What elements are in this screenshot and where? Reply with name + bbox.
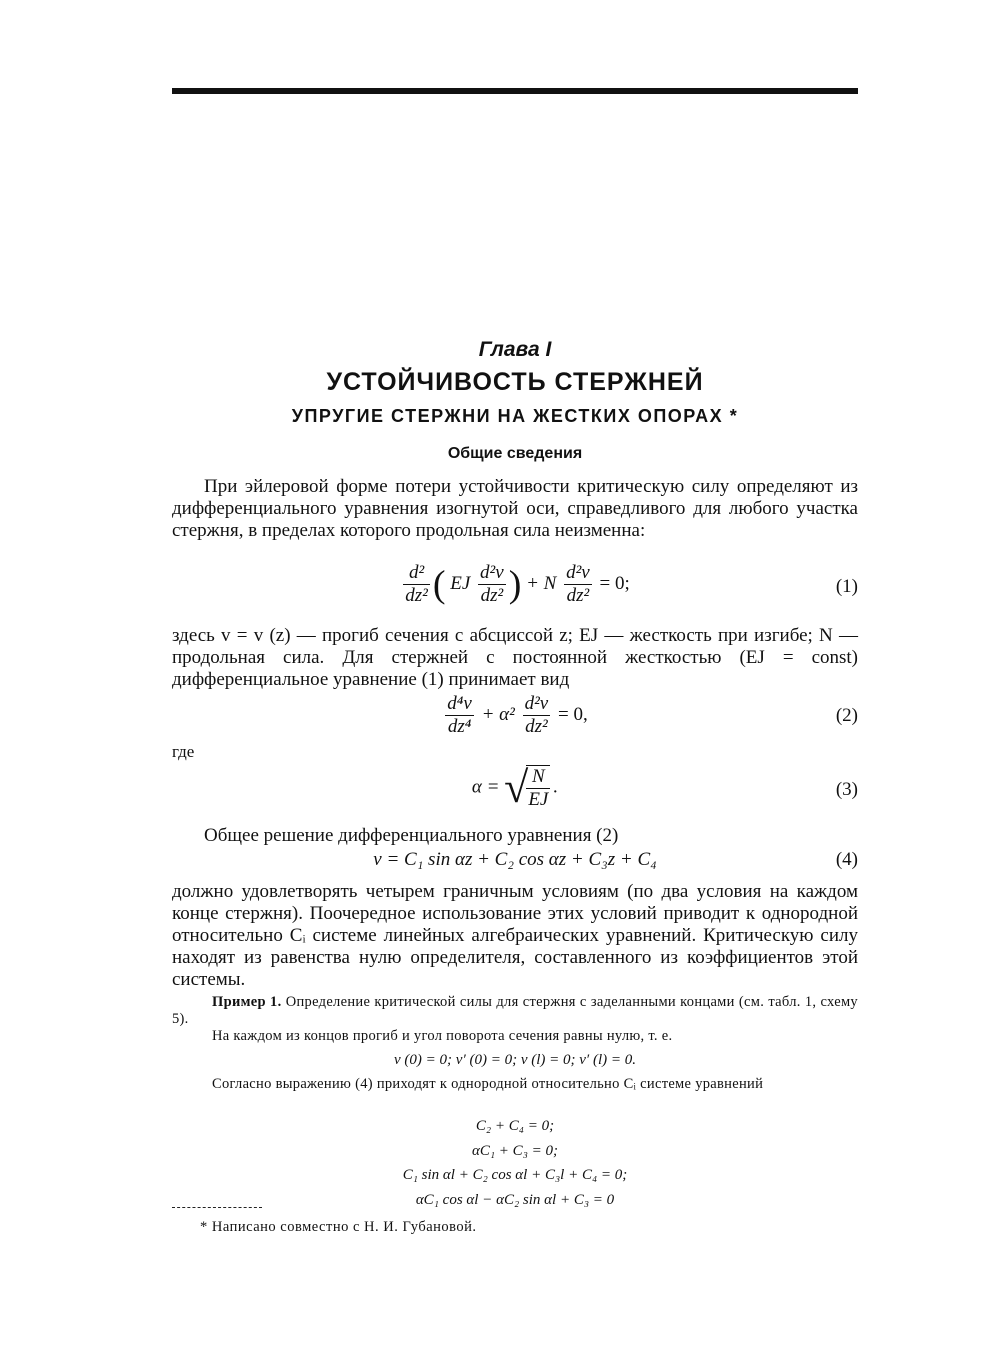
example-text: Определение критической силы для стержня с заделанными концами (см. табл. 1, схему 5). xyxy=(172,994,858,1027)
paragraph-intro: При эйлеровой форме потери устойчивости критическую силу определяют из дифференциального уравнения изогнутой оси, справедливого для любого участка стержня, в пределах которого продольная сила неизменна: xyxy=(172,476,858,541)
paragraph-definitions: здесь v = v (z) — прогиб сечения с абсциссой z; EJ — жесткость при изгибе; N — продольная сила. Для стержней с постоянной жесткостью (EJ = const) дифференциальное уравнение (1) принимает вид xyxy=(172,625,858,690)
paragraph-boundary-conditions: должно удовлетворять четырем граничным условиям (по два условия на каждом конце стержня). Поочередное использование этих условий приводит к однородной относительно Cᵢ системе линейных алгебраических уравнений. Критическую силу находят из равенства нулю определителя, составленного из коэффициентов этой системы. xyxy=(172,881,858,990)
term: v = C₁ sin αz + C₂ cos αz + C₃z + C₄ xyxy=(373,849,657,870)
system-equation: αC₁ cos αl − αC₂ sin αl + C₃ = 0 xyxy=(415,1191,615,1208)
chapter-title: УСТОЙЧИВОСТЬ СТЕРЖНЕЙ xyxy=(326,368,704,396)
numerator: d⁴v xyxy=(447,693,472,714)
equation-number: (2) xyxy=(835,705,858,726)
term: EJ xyxy=(450,572,471,594)
equation-1: $\frac{\text{d²}}{\text{dz²}}$ ( EJ $\frac{\text{d²v}}{\text{dz²}}$ ) + N $\frac{\text{d²v}}{\text{dz²}}$ = 0; (1) xyxy=(405,562,858,606)
equation-2 xyxy=(172,693,858,738)
denominator: dz² xyxy=(405,585,428,606)
system-equation: C₂ + C₄ = 0; xyxy=(475,1118,555,1134)
term: = 0; xyxy=(599,572,630,594)
term: + α² xyxy=(481,703,515,725)
denominator: EJ xyxy=(528,789,549,810)
where-label: где xyxy=(172,742,195,761)
equation-3 xyxy=(172,765,858,811)
example-line: На каждом из концов прогиб и угол поворота сечения равны нулю, т. е. xyxy=(212,1028,673,1044)
equation-number: (1) xyxy=(835,576,858,597)
footnote: * Написано совместно с Н. И. Губановой. xyxy=(200,1219,477,1235)
denominator: dz⁴ xyxy=(447,716,472,737)
numerator: d²v xyxy=(524,693,549,714)
term: . xyxy=(553,776,559,798)
numerator: d²v xyxy=(480,562,504,583)
system-equation: C₁ sin αl + C₂ cos αl + C₃l + C₄ = 0; xyxy=(402,1167,628,1183)
fraction xyxy=(445,693,474,738)
numerator: d²v xyxy=(566,562,590,583)
footnote-rule xyxy=(172,1207,262,1208)
denominator: dz² xyxy=(525,716,548,737)
equation-number: (4) xyxy=(835,849,858,870)
boundary-conditions: v (0) = 0; v′ (0) = 0; v (l) = 0; v′ (l) = 0. xyxy=(394,1052,636,1068)
term: + N xyxy=(526,572,557,594)
paragraph-general-solution: Общее решение дифференциального уравнения (2) xyxy=(204,825,619,846)
denominator: dz² xyxy=(480,585,504,606)
numerator: d² xyxy=(403,562,430,585)
sqrt-sign: √ xyxy=(504,763,529,812)
numerator: N xyxy=(526,766,550,789)
equation-number: (3) xyxy=(835,779,858,800)
system-equation: αC₁ + C₃ = 0; xyxy=(471,1142,559,1159)
example-line: Согласно выражению (4) приходят к однородной относительно Cᵢ системе уравнений xyxy=(212,1076,764,1092)
fraction xyxy=(526,765,550,811)
fraction xyxy=(403,562,430,607)
chapter-subtitle: УПРУГИЕ СТЕРЖНИ НА ЖЕСТКИХ ОПОРАХ * xyxy=(291,406,739,426)
term: = 0, xyxy=(557,703,588,725)
term: α = xyxy=(471,776,500,798)
example-label: Пример 1. xyxy=(212,994,282,1010)
equation-4 xyxy=(172,849,858,871)
example-1 xyxy=(172,994,858,1028)
fraction xyxy=(478,562,506,607)
denominator: dz² xyxy=(566,585,590,606)
fraction xyxy=(564,562,592,607)
chapter-label: Глава I xyxy=(478,338,552,361)
equation-system xyxy=(172,1114,858,1212)
fraction xyxy=(523,693,551,738)
top-rule xyxy=(172,88,858,94)
section-heading: Общие сведения xyxy=(447,445,583,462)
